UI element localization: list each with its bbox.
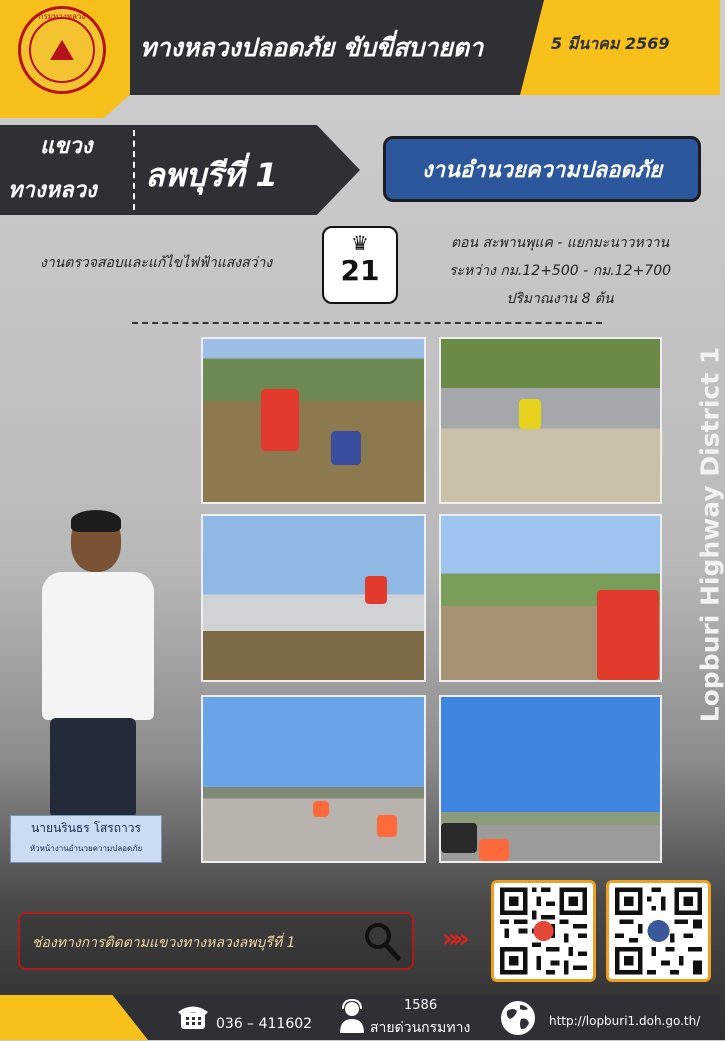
dashed-divider: [132, 322, 602, 324]
location-between: ระหว่าง กม.12+500 - กม.12+700: [448, 263, 672, 279]
work-photo-2: [439, 337, 662, 504]
work-photo-4: [439, 514, 662, 682]
work-quantity: ปริมาณงาน 8 ต้น: [506, 291, 614, 307]
section-badge: [383, 136, 701, 202]
qr-code-map[interactable]: [491, 880, 596, 982]
person-position: หัวหน้างานอำนวยความปลอดภัย: [29, 844, 143, 853]
logo-emblem-icon: ⛰: [29, 17, 95, 83]
person-name: นายนรินธร โสรถาวร: [31, 821, 141, 835]
hotline-number[interactable]: 1586: [404, 998, 438, 1013]
hotline-label: สายด่วนกรมทาง: [370, 1020, 471, 1036]
district-label-line2: ทางหลวง: [8, 178, 97, 203]
banner-divider: [133, 130, 135, 210]
route-number: 21: [340, 254, 380, 287]
qr-code-facebook[interactable]: [606, 880, 711, 982]
section-title: งานอำนวยความปลอดภัย: [421, 157, 663, 183]
search-icon: [362, 920, 402, 962]
location-segment: ตอน สะพานพุแค - แยกมะนาวหวาน: [450, 235, 670, 251]
garuda-emblem-icon: ♛: [351, 231, 369, 255]
hotline-icon: [337, 999, 367, 1035]
globe-icon: [499, 999, 537, 1037]
work-photo-1: [201, 337, 426, 504]
work-photo-6: [439, 695, 662, 863]
district-vertical-text: Lopburi Highway District 1: [695, 346, 725, 723]
person-pants: [50, 718, 136, 818]
phone-icon: [177, 1003, 209, 1031]
phone-number[interactable]: 036 – 411602: [216, 1016, 313, 1032]
person-shirt: [42, 572, 154, 720]
chevron-right-icon: »»: [442, 924, 464, 954]
district-name: ลพบุรีที่ 1: [145, 156, 278, 194]
logo-text: กรมทางหลวง: [38, 12, 86, 21]
district-label-line1: แขวง: [40, 134, 93, 159]
date-label: 5 มีนาคม 2569: [551, 34, 670, 53]
website-link[interactable]: http://lopburi1.doh.go.th/: [549, 1014, 701, 1028]
task-description: งานตรวจสอบและแก้ไขไฟฟ้าแสงสว่าง: [40, 255, 273, 271]
work-photo-5: [201, 695, 426, 863]
person-hair: [71, 510, 121, 532]
route-shield: [322, 226, 398, 304]
work-photo-3: [201, 514, 426, 682]
follow-channel-text: ช่องทางการติดตามแขวงทางหลวงลพบุรีที่ 1: [32, 935, 296, 951]
page-title: ทางหลวงปลอดภัย ขับขี่สบายตา: [140, 33, 484, 62]
